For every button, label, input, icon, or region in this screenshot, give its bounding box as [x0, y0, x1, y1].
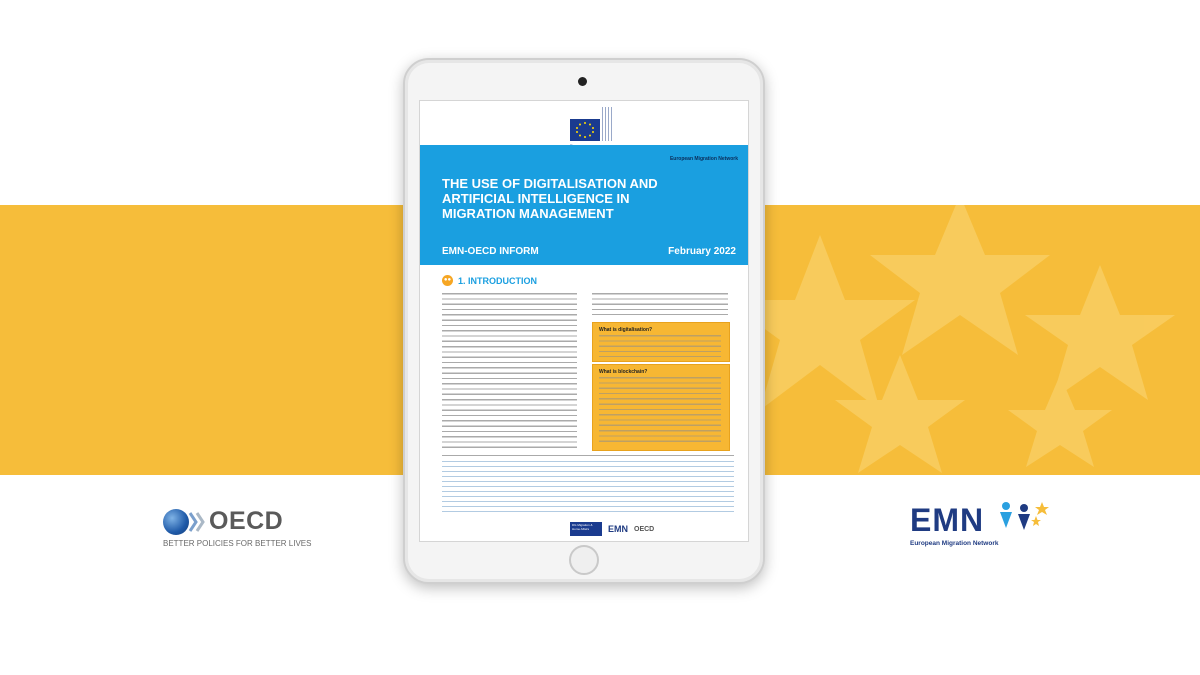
series-label: EMN-OECD INFORM	[442, 246, 539, 257]
document-footer-logos	[570, 522, 654, 536]
oecd-small-logo: OECD	[634, 525, 655, 533]
info-box-title: What is digitalisation?	[599, 327, 653, 333]
section-title: 1. INTRODUCTION	[458, 275, 538, 286]
oecd-wordmark: OECD	[209, 507, 284, 535]
chevrons-icon	[188, 511, 208, 533]
document-title: THE USE OF DIGITALISATION AND ARTIFICIAL INTELLIGENCE IN MIGRATION MANAGEMENT	[442, 176, 658, 221]
globe-icon	[163, 509, 189, 535]
camera-icon	[578, 77, 587, 86]
tablet-device	[403, 58, 765, 584]
footnotes-text	[442, 461, 734, 515]
right-column-text	[592, 293, 728, 315]
ec-building-lines	[602, 107, 614, 141]
emn-small-logo: EMN	[608, 524, 628, 534]
org-tag: European Migration Network	[669, 156, 738, 162]
oecd-tagline: BETTER POLICIES FOR BETTER LIVES	[163, 539, 312, 548]
cover-banner	[420, 145, 748, 265]
section-bullet-icon: ●●	[442, 275, 453, 286]
people-stars-icon	[996, 498, 1052, 538]
home-button	[569, 545, 599, 575]
eu-flag-icon	[570, 119, 600, 141]
info-box-digitalisation	[592, 322, 730, 362]
left-column-text	[442, 293, 577, 449]
info-box-title: What is blockchain?	[599, 369, 648, 375]
section-heading	[442, 275, 537, 286]
publication-date: February 2022	[668, 246, 736, 257]
document-page	[419, 100, 749, 542]
dg-migration-logo: DG Migration & Home Affairs	[570, 522, 602, 536]
emn-wordmark: EMN	[910, 502, 985, 538]
footnote-divider	[442, 455, 734, 456]
emn-subtitle: European Migration Network	[910, 540, 999, 547]
info-box-blockchain	[592, 364, 730, 451]
